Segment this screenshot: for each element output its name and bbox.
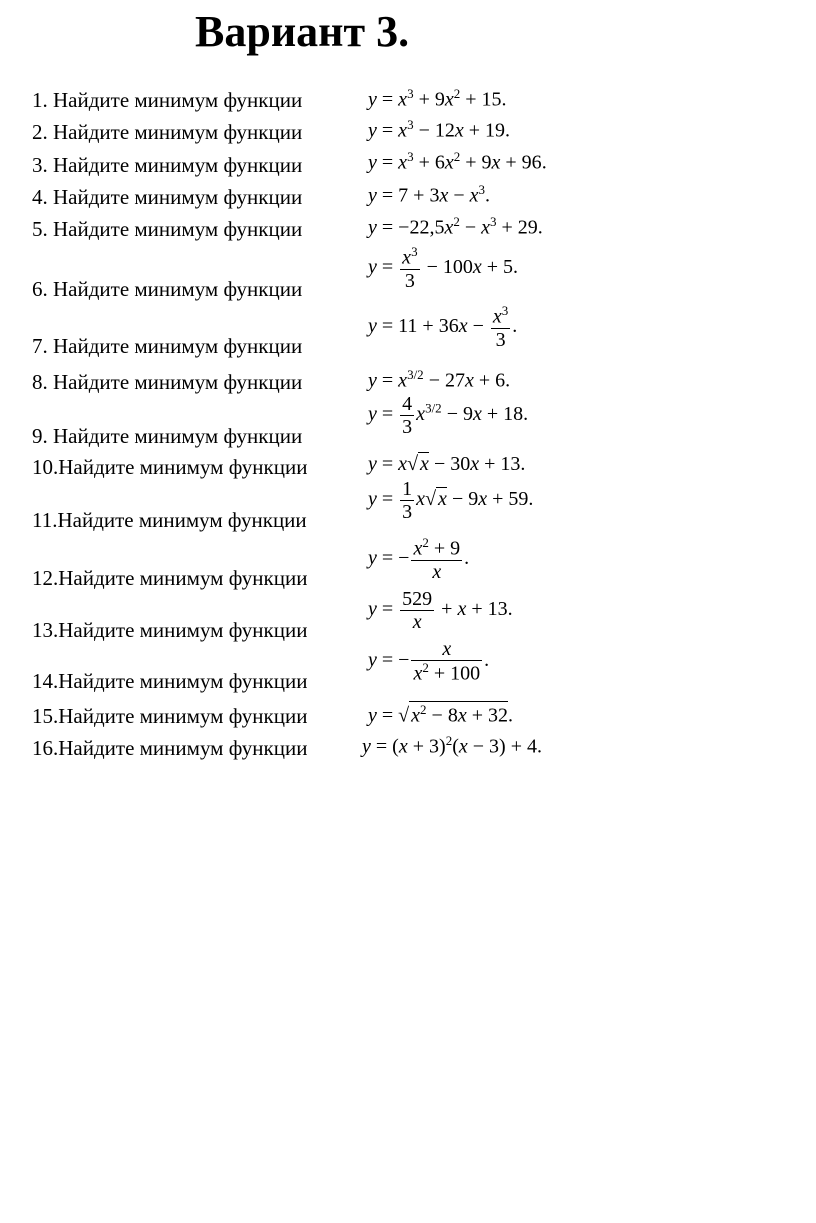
- task-label: 1. Найдите минимум функции: [32, 88, 303, 112]
- formula-end: .: [501, 88, 507, 111]
- task-label: 8. Найдите минимум функции: [32, 370, 303, 394]
- formula-end: .: [505, 119, 511, 142]
- task-formula: y = 11 + 36x − $\frac{x^3}{3}$ .: [368, 303, 518, 351]
- formula-end: .: [508, 704, 513, 727]
- task-formula: $y = (x + 3)^2(x - 3) + 4$.: [362, 733, 542, 758]
- task-label: 6. Найдите минимум функции: [32, 277, 303, 301]
- task-formula: y = − $\frac{x^2 + 9}{x}$ .: [368, 535, 470, 583]
- task-formula: y = − $\frac{x}{x^2 + 100}$ .: [368, 638, 490, 685]
- task-formula: $y = -22,5x^2 - x^3 + 29$.: [368, 214, 543, 239]
- task-formula: y = √ $x^2 - 8x + 32$.: [368, 702, 513, 727]
- formula-end: .: [541, 151, 547, 174]
- task-label: 10.Найдите минимум функции: [32, 455, 308, 479]
- formula-end: .: [512, 314, 518, 337]
- formula-end: .: [537, 216, 543, 239]
- task-formula: y = $\frac{529}{x}$ + x + 13.: [368, 588, 513, 633]
- task-formula: $y = x^3 + 9x^2 + 15$.: [368, 86, 507, 111]
- formula-end: .: [528, 488, 534, 511]
- task-formula: y = $\frac{4}{3}$ $x^{3/2} - 9x + 18$.: [368, 393, 529, 438]
- task-formula: y = x√ x − 30x + 13.: [368, 453, 526, 475]
- task-label: 12.Найдите минимум функции: [32, 566, 308, 590]
- formula-end: .: [505, 369, 511, 392]
- task-label: 3. Найдите минимум функции: [32, 153, 303, 177]
- formula-end: .: [536, 735, 542, 758]
- task-formula: y = $\frac{1}{3}$ x√ x − 9x + 59.: [368, 478, 534, 523]
- formula-end: .: [485, 184, 491, 207]
- task-formula: $y = x^{3/2} - 27x + 6$.: [368, 367, 511, 392]
- task-label: 14.Найдите минимум функции: [32, 669, 308, 693]
- task-formula: y = $\frac{x^3}{3}$ − 100x + 5.: [368, 244, 519, 292]
- task-label: 13.Найдите минимум функции: [32, 618, 308, 642]
- formula-end: .: [520, 453, 526, 475]
- task-label: 9. Найдите минимум функции: [32, 424, 303, 448]
- formula-end: .: [513, 255, 519, 278]
- task-formula: $y = x^3 - 12x + 19$.: [368, 117, 511, 142]
- task-label: 7. Найдите минимум функции: [32, 334, 303, 358]
- task-label: 11.Найдите минимум функции: [32, 508, 307, 532]
- task-formula: $y = 7 + 3x - x^3$.: [368, 182, 491, 207]
- task-label: 5. Найдите минимум функции: [32, 217, 303, 241]
- task-formula: $y = x^3 + 6x^2 + 9x + 96$.: [368, 149, 547, 174]
- formula-end: .: [523, 403, 529, 426]
- formula-end: .: [507, 598, 513, 621]
- formula-end: .: [464, 546, 470, 569]
- task-label: 15.Найдите минимум функции: [32, 704, 308, 728]
- task-label: 2. Найдите минимум функции: [32, 120, 303, 144]
- task-label: 4. Найдите минимум функции: [32, 185, 303, 209]
- task-label: 16.Найдите минимум функции: [32, 736, 308, 760]
- page-title: Вариант 3.: [195, 7, 410, 56]
- formula-end: .: [484, 648, 490, 671]
